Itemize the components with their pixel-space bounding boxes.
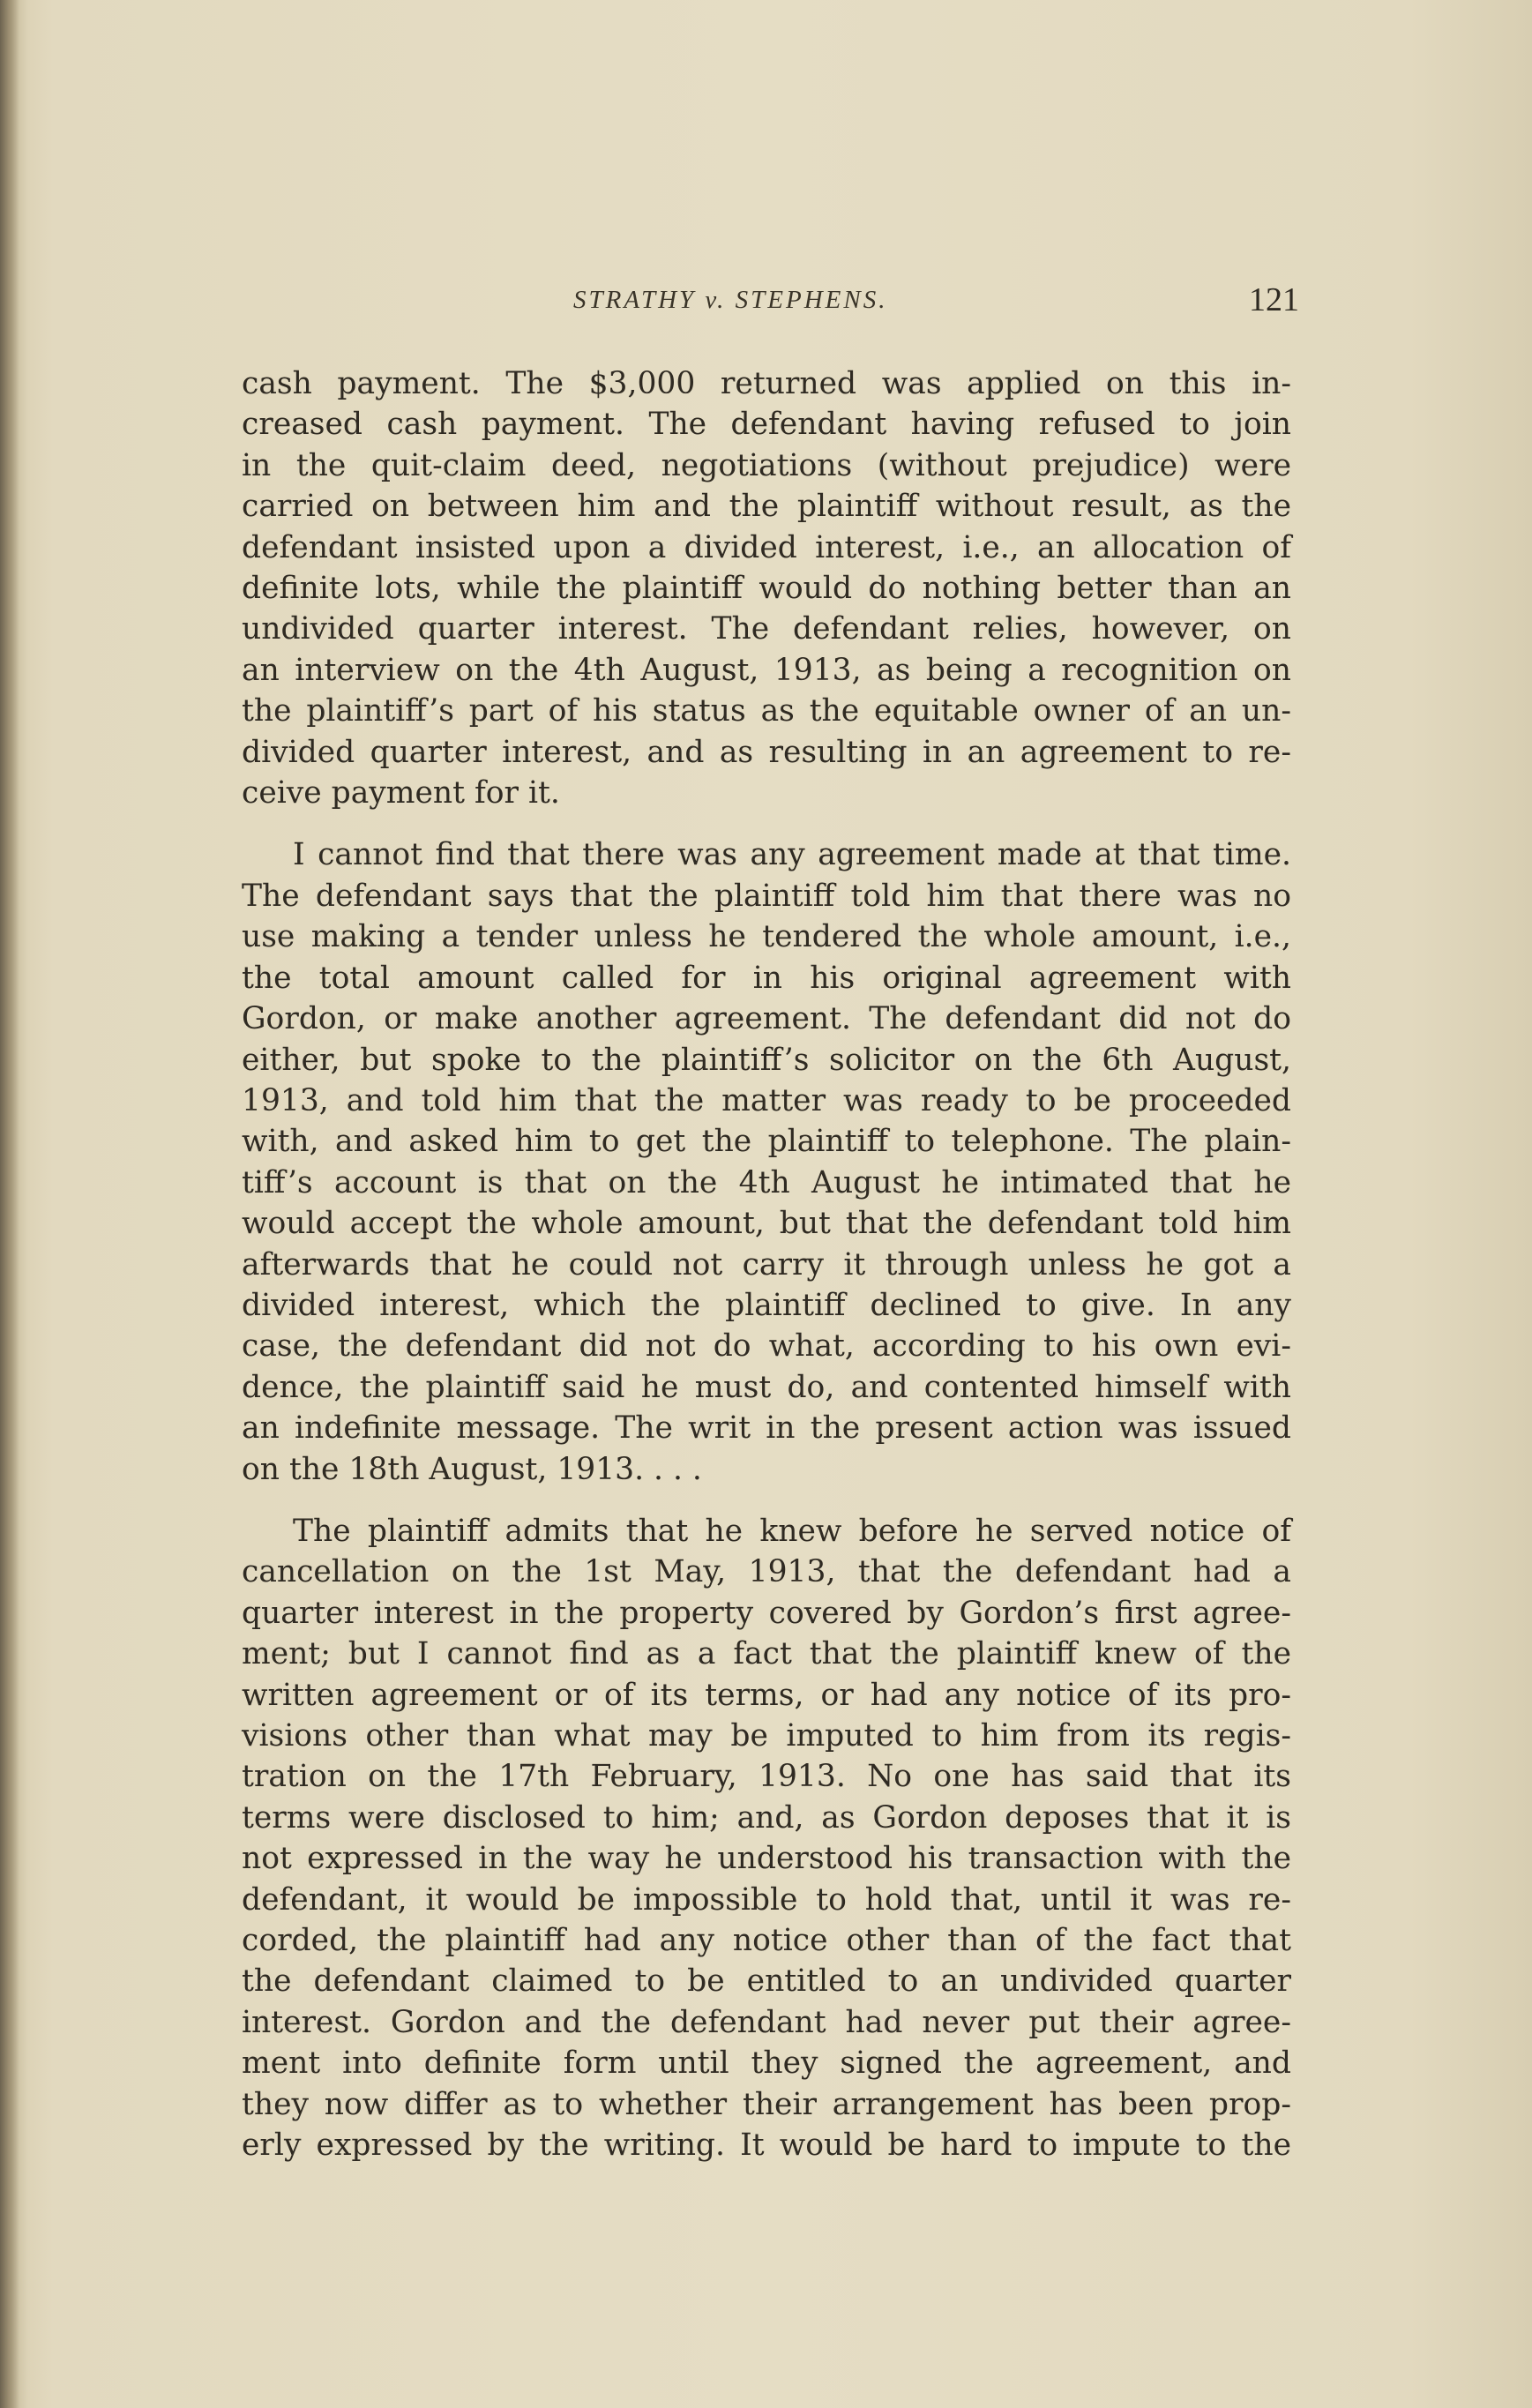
paragraph xyxy=(242,363,1291,813)
text-line: quarter interest in the property covered by Gordon’s first agree- xyxy=(242,1595,1291,1631)
text-line: I cannot find that there was any agreement made at that time. xyxy=(293,837,1291,873)
text-line: either, but spoke to the plaintiff’s solicitor on the 6th August, xyxy=(242,1042,1291,1078)
text-line: they now differ as to whether their arrangement has been prop- xyxy=(242,2086,1291,2122)
text-line: afterwards that he could not carry it through unless he got a xyxy=(242,1246,1291,1283)
paragraph xyxy=(242,834,1291,1490)
text-line: 1913, and told him that the matter was ready to be proceeded xyxy=(242,1082,1291,1118)
text-line: would accept the whole amount, but that the defendant told him xyxy=(242,1206,1291,1242)
running-head: STRATHY v. STEPHENS. xyxy=(573,286,888,314)
text-line: carried on between him and the plaintiff without result, as the xyxy=(242,489,1291,525)
text-line: written agreement or of its terms, or had any notice of its pro- xyxy=(242,1677,1291,1713)
page-header xyxy=(238,280,1297,333)
text-line: tiff’s account is that on the 4th August he intimated that he xyxy=(242,1164,1291,1200)
text-line: an indefinite message. The writ in the present action was issued xyxy=(242,1410,1291,1447)
text-line: case, the defendant did not do what, according to his own evi- xyxy=(242,1328,1291,1365)
text-line: undivided quarter interest. The defendant relies, however, on xyxy=(242,611,1291,647)
text-line: tration on the 17th February, 1913. No one has said that its xyxy=(242,1759,1291,1795)
text-line: the total amount called for in his original agreement with xyxy=(242,960,1291,996)
text-line: corded, the plaintiff had any notice other than of the fact that xyxy=(242,1923,1291,1959)
text-line: ment into definite form until they signed the agreement, and xyxy=(242,2045,1291,2082)
body-text xyxy=(242,363,1291,2165)
text-line: cash payment. The $3,000 returned was applied on this in- xyxy=(242,366,1291,401)
text-line: terms were disclosed to him; and, as Gordon deposes that it is xyxy=(242,1799,1291,1836)
text-line: the plaintiff’s part of his status as the equitable owner of an un- xyxy=(242,693,1291,729)
text-line: definite lots, while the plaintiff would do nothing better than an xyxy=(242,571,1291,607)
text-line: The plaintiff admits that he knew before he served notice of xyxy=(293,1513,1291,1549)
text-line: on the 18th August, 1913. . . . xyxy=(242,1451,702,1487)
text-line: with, and asked him to get the plaintiff to telephone. The plain- xyxy=(242,1124,1291,1160)
text-line: erly expressed by the writing. It would be hard to impute to the xyxy=(242,2128,1291,2164)
paragraph xyxy=(242,1511,1291,2166)
text-line: ment; but I cannot find as a fact that the plaintiff knew of the xyxy=(242,1636,1291,1672)
text-line: interest. Gordon and the defendant had never put their agree- xyxy=(242,2004,1291,2040)
text-line: cancellation on the 1st May, 1913, that the defendant had a xyxy=(242,1554,1291,1590)
text-line: The defendant says that the plaintiff told him that there was no xyxy=(242,878,1291,914)
text-line: defendant, it would be impossible to hold that, until it was re- xyxy=(242,1881,1291,1918)
text-line: not expressed in the way he understood his transaction with the xyxy=(242,1841,1291,1877)
text-line: use making a tender unless he tendered the whole amount, i.e., xyxy=(242,919,1291,955)
page-number: 121 xyxy=(1249,281,1299,318)
text-line: in the quit-claim deed, negotiations (without prejudice) were xyxy=(242,447,1291,483)
text-line: an interview on the 4th August, 1913, as being a recognition on xyxy=(242,652,1291,688)
text-line: creased cash payment. The defendant having refused to join xyxy=(242,407,1291,443)
text-line: ceive payment for it. xyxy=(242,775,560,811)
text-line: dence, the plaintiff said he must do, and contented himself with xyxy=(242,1369,1291,1405)
text-line: defendant insisted upon a divided interest, i.e., an allocation of xyxy=(242,529,1291,565)
page-gutter-shadow xyxy=(0,0,19,2408)
text-line: Gordon, or make another agreement. The defendant did not do xyxy=(242,1001,1291,1037)
text-line: the defendant claimed to be entitled to an undivided quarter xyxy=(242,1963,1291,2000)
text-line: visions other than what may be imputed to him from its regis- xyxy=(242,1718,1291,1754)
text-line: divided quarter interest, and as resulting in an agreement to re- xyxy=(242,734,1291,770)
text-line: divided interest, which the plaintiff declined to give. In any xyxy=(242,1287,1291,1323)
